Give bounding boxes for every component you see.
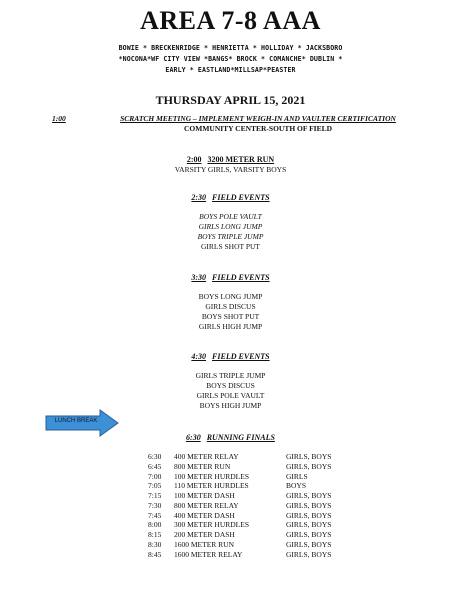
row-divisions: GIRLS, BOYS xyxy=(286,461,332,471)
table-row xyxy=(148,530,346,540)
table-row xyxy=(148,452,346,462)
finals-heading xyxy=(0,433,461,442)
row-event: 110 METER HURDLES xyxy=(174,481,249,491)
row-time: 8:15 xyxy=(148,530,162,539)
row-event: 200 METER DASH xyxy=(174,530,235,539)
section-430-heading xyxy=(0,352,461,361)
schools-line-2: *NOCONA*WF CITY VIEW *BANGS* BROCK * COMANCHE* DUBLIN * xyxy=(118,55,343,63)
row-time: 7:05 xyxy=(148,481,162,491)
section-title: RUNNING FINALS xyxy=(206,433,275,442)
row-event: 400 METER DASH xyxy=(174,510,235,520)
schools-line-3: EARLY * EASTLAND*MILLSAP*PEASTER xyxy=(165,66,296,74)
row-time: 6:45 xyxy=(148,461,162,471)
event-item: BOYS LONG JUMP xyxy=(198,292,263,301)
scratch-meeting-label: SCRATCH MEETING – IMPLEMENT WEIGH-IN AND VAULTER CERTIFICATION xyxy=(120,114,396,123)
row-event: 100 METER HURDLES xyxy=(174,471,249,481)
row-divisions: GIRLS, BOYS xyxy=(286,510,332,520)
row-time: 7:45 xyxy=(148,510,162,520)
row-divisions: GIRLS xyxy=(286,471,308,481)
row-event: 100 METER DASH xyxy=(174,491,235,500)
row-divisions: GIRLS, BOYS xyxy=(286,530,332,539)
row-divisions: GIRLS, BOYS xyxy=(286,520,332,530)
row-time: 8:45 xyxy=(148,549,162,559)
row-event: 1600 METER RELAY xyxy=(174,549,243,559)
table-row xyxy=(148,491,346,501)
section-time: 6:30 xyxy=(186,433,201,442)
table-row xyxy=(148,550,346,560)
row-event: 1600 METER RUN xyxy=(174,539,234,549)
event-item: VARSITY GIRLS, VARSITY BOYS xyxy=(174,165,287,174)
meet-date: THURSDAY APRIL 15, 2021 xyxy=(155,93,306,107)
event-item: BOYS DISCUS xyxy=(206,381,255,390)
event-item: GIRLS LONG JUMP xyxy=(198,222,263,231)
event-item: GIRLS HIGH JUMP xyxy=(198,322,263,331)
row-divisions: GIRLS, BOYS xyxy=(286,539,332,549)
scratch-time: 1:00 xyxy=(52,114,66,123)
section-230-events xyxy=(0,212,461,252)
finals-table xyxy=(148,452,346,559)
section-330-heading xyxy=(0,273,461,282)
event-item: BOYS SHOT PUT xyxy=(201,312,260,321)
section-title: FIELD EVENTS xyxy=(212,352,270,361)
table-row xyxy=(148,540,346,550)
row-time: 7:00 xyxy=(148,471,162,481)
section-time: 2:00 xyxy=(186,155,202,164)
meet-title: AREA 7-8 AAA xyxy=(140,6,321,35)
table-row xyxy=(148,462,346,472)
row-time: 8:30 xyxy=(148,539,162,549)
row-divisions: GIRLS, BOYS xyxy=(286,491,332,500)
finals-table-body xyxy=(148,452,346,559)
section-230-heading xyxy=(0,193,461,202)
event-item: GIRLS DISCUS xyxy=(205,302,256,311)
section-3200-heading xyxy=(0,155,461,164)
lunch-break-label: LUNCH BREAK xyxy=(54,418,98,424)
event-item: GIRLS SHOT PUT xyxy=(200,242,261,251)
row-time: 8:00 xyxy=(148,520,162,530)
table-row xyxy=(148,472,346,482)
section-330-events xyxy=(0,292,461,332)
row-divisions: GIRLS, BOYS xyxy=(286,500,332,510)
schools-line-1: BOWIE * BRECKENRIDGE * HENRIETTA * HOLLIDAY * JACKSBORO xyxy=(118,44,343,52)
section-3200-events xyxy=(0,165,461,175)
row-event: 400 METER RELAY xyxy=(174,452,239,461)
section-title: 3200 METER RUN xyxy=(207,155,275,164)
event-item: GIRLS POLE VAULT xyxy=(196,391,265,400)
row-event: 300 METER HURDLES xyxy=(174,520,249,530)
row-event: 800 METER RUN xyxy=(174,461,231,471)
section-time: 3:30 xyxy=(191,273,207,282)
row-time: 6:30 xyxy=(148,452,162,461)
row-divisions: GIRLS, BOYS xyxy=(286,452,332,461)
row-event: 800 METER RELAY xyxy=(174,500,239,510)
row-time: 7:15 xyxy=(148,491,162,500)
section-430-events xyxy=(0,371,461,411)
section-time: 2:30 xyxy=(191,193,207,202)
section-title: FIELD EVENTS xyxy=(212,193,270,202)
table-row xyxy=(148,481,346,491)
row-divisions: GIRLS, BOYS xyxy=(286,549,332,559)
scratch-meeting-text xyxy=(78,114,438,123)
table-row xyxy=(148,520,346,530)
table-row xyxy=(148,501,346,511)
table-row xyxy=(148,511,346,521)
event-item: BOYS HIGH JUMP xyxy=(199,401,262,410)
section-title: FIELD EVENTS xyxy=(212,273,270,282)
event-item: GIRLS TRIPLE JUMP xyxy=(195,371,266,380)
event-item: BOYS POLE VAULT xyxy=(199,212,262,221)
event-item: BOYS TRIPLE JUMP xyxy=(197,232,264,241)
scratch-location: COMMUNITY CENTER-SOUTH OF FIELD xyxy=(184,124,332,133)
section-time: 4:30 xyxy=(191,352,207,361)
row-time: 7:30 xyxy=(148,500,162,510)
row-divisions: BOYS xyxy=(286,481,307,491)
